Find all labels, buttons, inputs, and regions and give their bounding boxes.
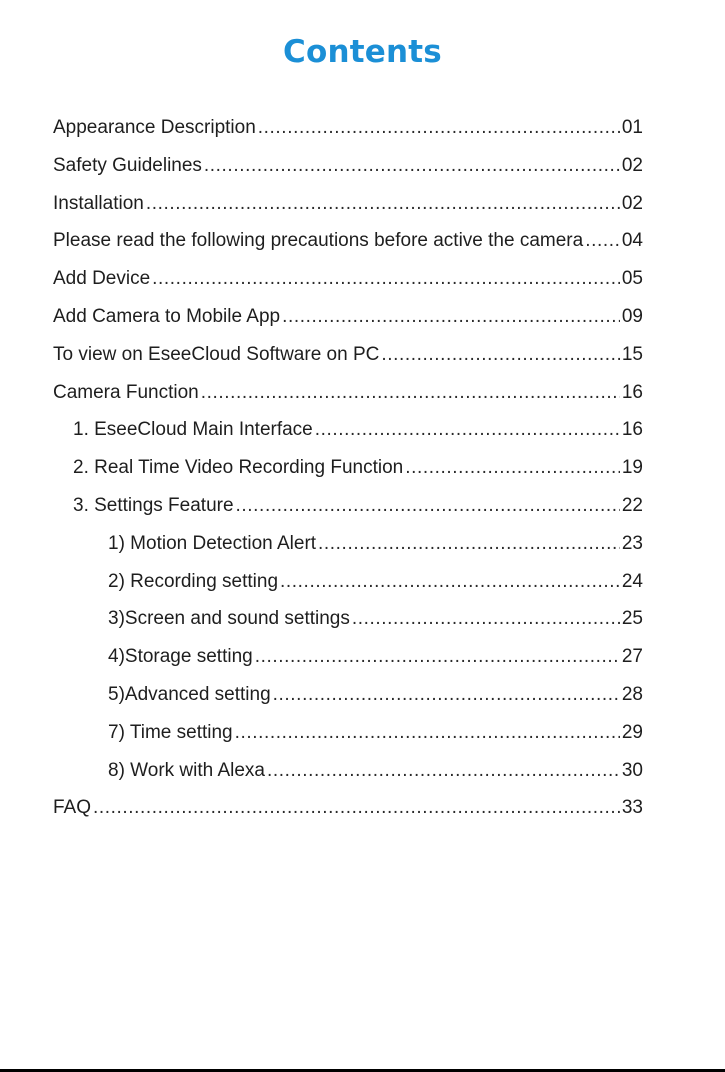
toc-entry-page: 05: [621, 268, 643, 290]
toc-entry-page: 22: [621, 494, 643, 516]
toc-entry-page: 09: [621, 305, 643, 327]
toc-entry-page: 24: [621, 570, 643, 592]
toc-entry-label: Safety Guidelines: [53, 154, 202, 176]
toc-entry-page: 25: [621, 608, 643, 630]
toc-entry-page: 15: [621, 343, 643, 365]
dot-leader: [280, 563, 620, 601]
toc-entry-page: 01: [621, 117, 643, 138]
toc-entry[interactable]: [53, 714, 643, 752]
dot-leader: [273, 676, 620, 714]
toc-entry-page: 02: [621, 192, 643, 214]
toc-entry-label: 7) Time setting: [108, 721, 233, 743]
toc-entry[interactable]: [53, 109, 643, 147]
dot-leader: [315, 411, 620, 449]
toc-entry[interactable]: [53, 298, 643, 336]
toc-entry[interactable]: [53, 374, 643, 412]
dot-leader: [152, 260, 620, 298]
toc-entry-label: Installation: [53, 192, 144, 214]
toc-entry-label: 4)Storage setting: [108, 646, 253, 668]
toc-entry-label: Add Camera to Mobile App: [53, 305, 281, 327]
toc-entry-page: 28: [621, 683, 643, 705]
toc-entry[interactable]: [53, 336, 643, 374]
toc-entry-page: 02: [621, 154, 643, 176]
dot-leader: [236, 487, 620, 525]
toc-entry[interactable]: [53, 260, 643, 298]
dot-leader: [146, 185, 620, 223]
toc-entry[interactable]: [53, 487, 643, 525]
dot-leader: [267, 752, 620, 790]
toc-entry-label: 2) Recording setting: [108, 570, 279, 592]
toc-entry[interactable]: [53, 638, 643, 676]
dot-leader: [352, 600, 620, 638]
toc-entry[interactable]: [53, 789, 643, 827]
dot-leader: [282, 298, 620, 336]
toc-entry-label: 5)Advanced setting: [108, 683, 271, 705]
toc-entry[interactable]: [53, 222, 643, 260]
toc-entry-label: Please read the following precautions before active the camera: [53, 230, 584, 252]
dot-leader: [585, 222, 620, 260]
toc-entry-page: 16: [621, 381, 643, 403]
dot-leader: [201, 374, 620, 412]
toc-entry-label: Camera Function: [53, 381, 199, 403]
toc-entry-label: 3. Settings Feature: [73, 494, 234, 516]
dot-leader: [235, 714, 620, 752]
toc-entry[interactable]: [53, 411, 643, 449]
toc-entry-page: 23: [621, 532, 643, 554]
toc-entry-page: 04: [621, 230, 643, 252]
toc-entry-label: To view on EseeCloud Software on PC: [53, 343, 380, 365]
toc-entry-page: 30: [621, 759, 643, 781]
toc-entry-label: 3)Screen and sound settings: [108, 608, 350, 630]
toc-entry[interactable]: [53, 525, 643, 563]
toc-entry[interactable]: [53, 752, 643, 790]
toc-entry-label: Appearance Description: [53, 117, 256, 138]
toc-entry-label: 1. EseeCloud Main Interface: [73, 419, 313, 441]
toc-entry-label: 8) Work with Alexa: [108, 759, 265, 781]
dot-leader: [405, 449, 620, 487]
dot-leader: [381, 336, 620, 374]
toc-entry-label: FAQ: [53, 797, 92, 819]
toc-entry-label: 1) Motion Detection Alert: [108, 532, 317, 554]
toc-entry[interactable]: [53, 185, 643, 223]
table-of-contents: [53, 109, 643, 827]
dot-leader: [204, 147, 620, 185]
toc-entry-page: 33: [621, 797, 643, 819]
page-title: Contents: [283, 34, 442, 70]
toc-entry-page: 19: [621, 457, 643, 479]
toc-entry-label: 2. Real Time Video Recording Function: [73, 457, 404, 479]
toc-entry-label: Add Device: [53, 268, 151, 290]
toc-entry[interactable]: [53, 449, 643, 487]
dot-leader: [255, 638, 620, 676]
toc-entry[interactable]: [53, 676, 643, 714]
toc-entry-page: 29: [621, 721, 643, 743]
dot-leader: [258, 109, 620, 147]
toc-entry[interactable]: [53, 563, 643, 601]
dot-leader: [318, 525, 620, 563]
toc-entry-page: 16: [621, 419, 643, 441]
dot-leader: [93, 789, 620, 827]
toc-entry[interactable]: [53, 147, 643, 185]
toc-entry-page: 27: [621, 646, 643, 668]
toc-entry[interactable]: [53, 600, 643, 638]
